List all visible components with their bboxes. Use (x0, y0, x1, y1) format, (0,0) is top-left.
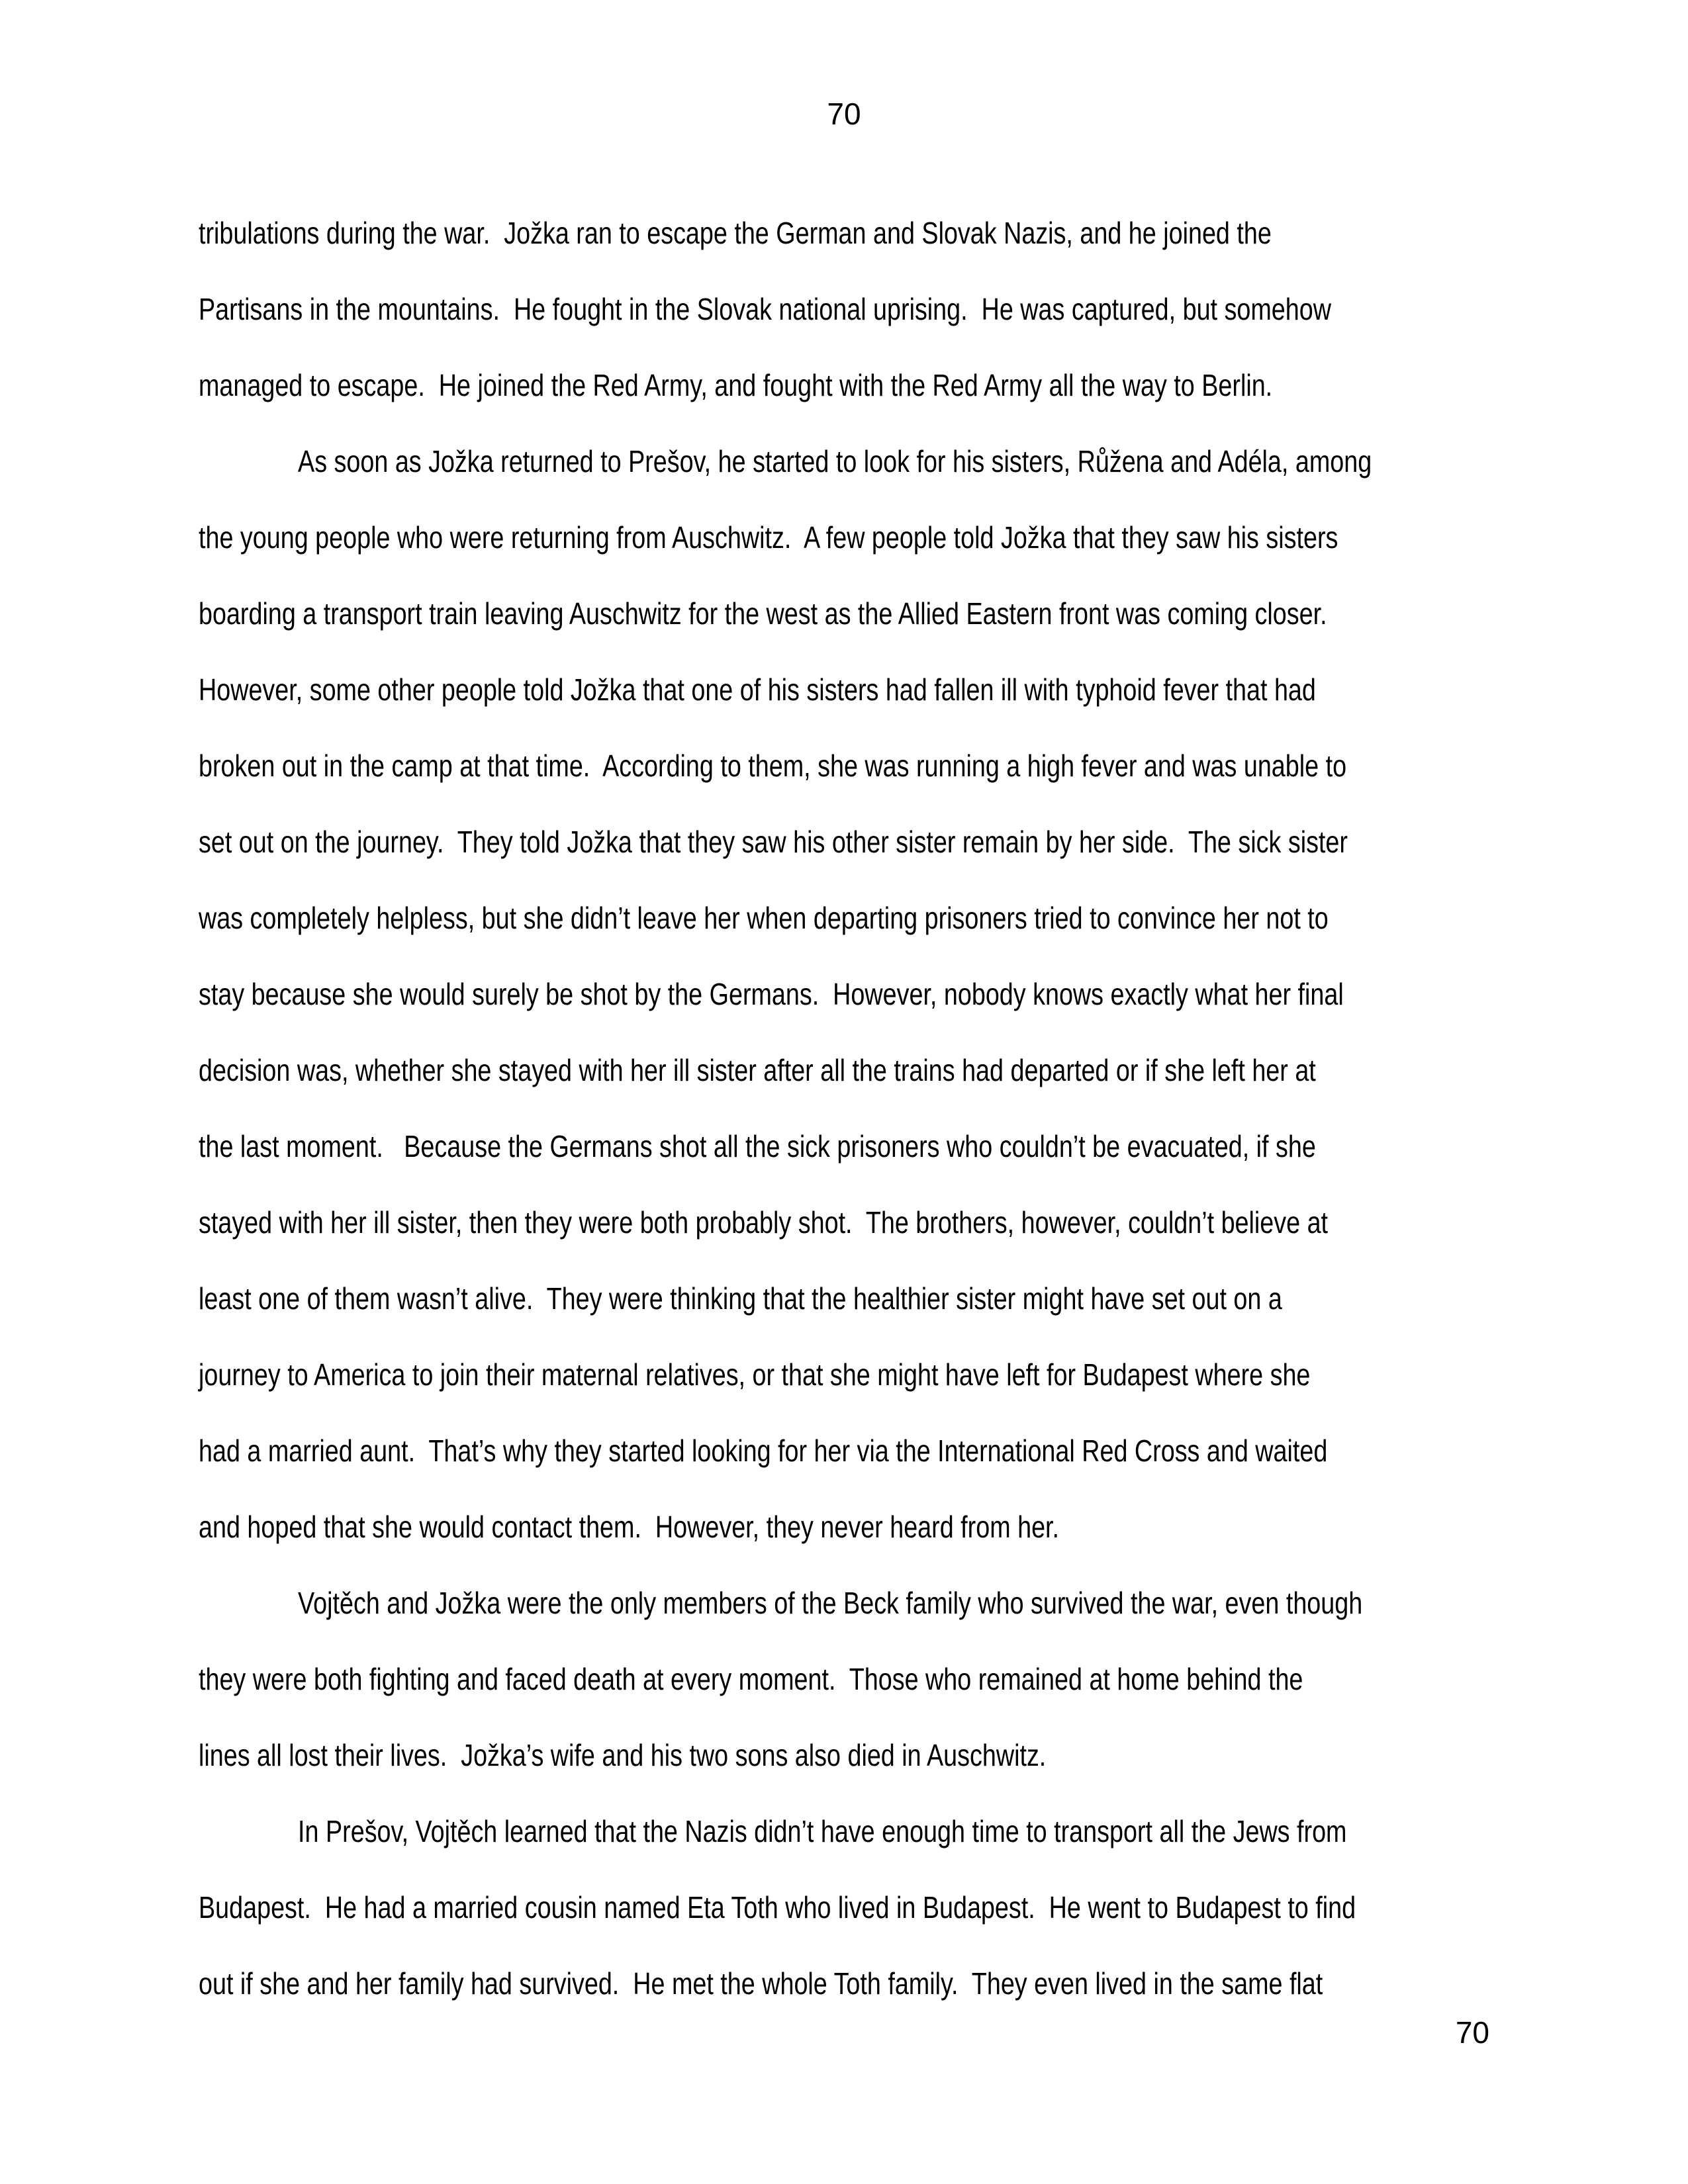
text-line: and hoped that she would contact them. However, they never heard from her. (199, 1510, 1060, 1544)
text-line: stay because she would surely be shot by the Germans. However, nobody knows exactly what her final (199, 977, 1344, 1011)
header-page-number: 70 (827, 97, 861, 131)
text-line: However, some other people told Jožka that one of his sisters had fallen ill with typhoid fever that had (199, 672, 1316, 707)
text-line: stayed with her ill sister, then they were both probably shot. The brothers, however, couldn’t believe at (199, 1205, 1329, 1240)
footer-page-number: 70 (1455, 2015, 1489, 2050)
text-line: In Prešov, Vojtěch learned that the Nazis didn’t have enough time to transport all the Jews from (298, 1814, 1347, 1848)
text-line: journey to America to join their maternal relatives, or that she might have left for Budapest where she (199, 1357, 1311, 1392)
text-line: decision was, whether she stayed with her ill sister after all the trains had departed or if she left her at (199, 1053, 1316, 1087)
paragraph (199, 1565, 1489, 1794)
text-line: out if she and her family had survived. He met the whole Toth family. They even lived in the same flat (199, 1966, 1323, 2001)
paragraph (199, 424, 1489, 1565)
text-line: tribulations during the war. Jožka ran to escape the German and Slovak Nazis, and he joined the (199, 216, 1272, 250)
body-text (199, 195, 1489, 2022)
text-line: least one of them wasn’t alive. They were thinking that the healthier sister might have set out on a (199, 1281, 1282, 1316)
page-footer (199, 2015, 1489, 2050)
text-line: As soon as Jožka returned to Prešov, he started to look for his sisters, Růžena and Adéla, among (298, 444, 1372, 478)
text-line: had a married aunt. That’s why they started looking for her via the International Red Cross and waited (199, 1433, 1328, 1468)
text-line: was completely helpless, but she didn’t leave her when departing prisoners tried to convince her not to (199, 901, 1329, 935)
paragraph (199, 1794, 1489, 2022)
text-line: set out on the journey. They told Jožka that they saw his other sister remain by her side. The sick sister (199, 825, 1348, 859)
text-line: Budapest. He had a married cousin named Eta Toth who lived in Budapest. He went to Budapest to find (199, 1890, 1356, 1925)
text-line: broken out in the camp at that time. According to them, she was running a high fever and was unable to (199, 749, 1347, 783)
page-header (0, 97, 1688, 132)
text-line: they were both fighting and faced death at every moment. Those who remained at home behind the (199, 1662, 1303, 1696)
text-line: boarding a transport train leaving Auschwitz for the west as the Allied Eastern front was coming closer. (199, 596, 1327, 631)
paragraph (199, 195, 1489, 424)
text-line: lines all lost their lives. Jožka’s wife and his two sons also died in Auschwitz. (199, 1738, 1047, 1772)
text-line: Vojtěch and Jožka were the only members of the Beck family who survived the war, even though (298, 1586, 1363, 1620)
text-line: managed to escape. He joined the Red Army, and fought with the Red Army all the way to Berlin. (199, 368, 1273, 402)
text-line: Partisans in the mountains. He fought in the Slovak national uprising. He was captured, but somehow (199, 292, 1331, 326)
text-line: the last moment. Because the Germans shot all the sick prisoners who couldn’t be evacuated, if she (199, 1129, 1316, 1163)
text-line: the young people who were returning from Auschwitz. A few people told Jožka that they saw his sisters (199, 520, 1338, 555)
